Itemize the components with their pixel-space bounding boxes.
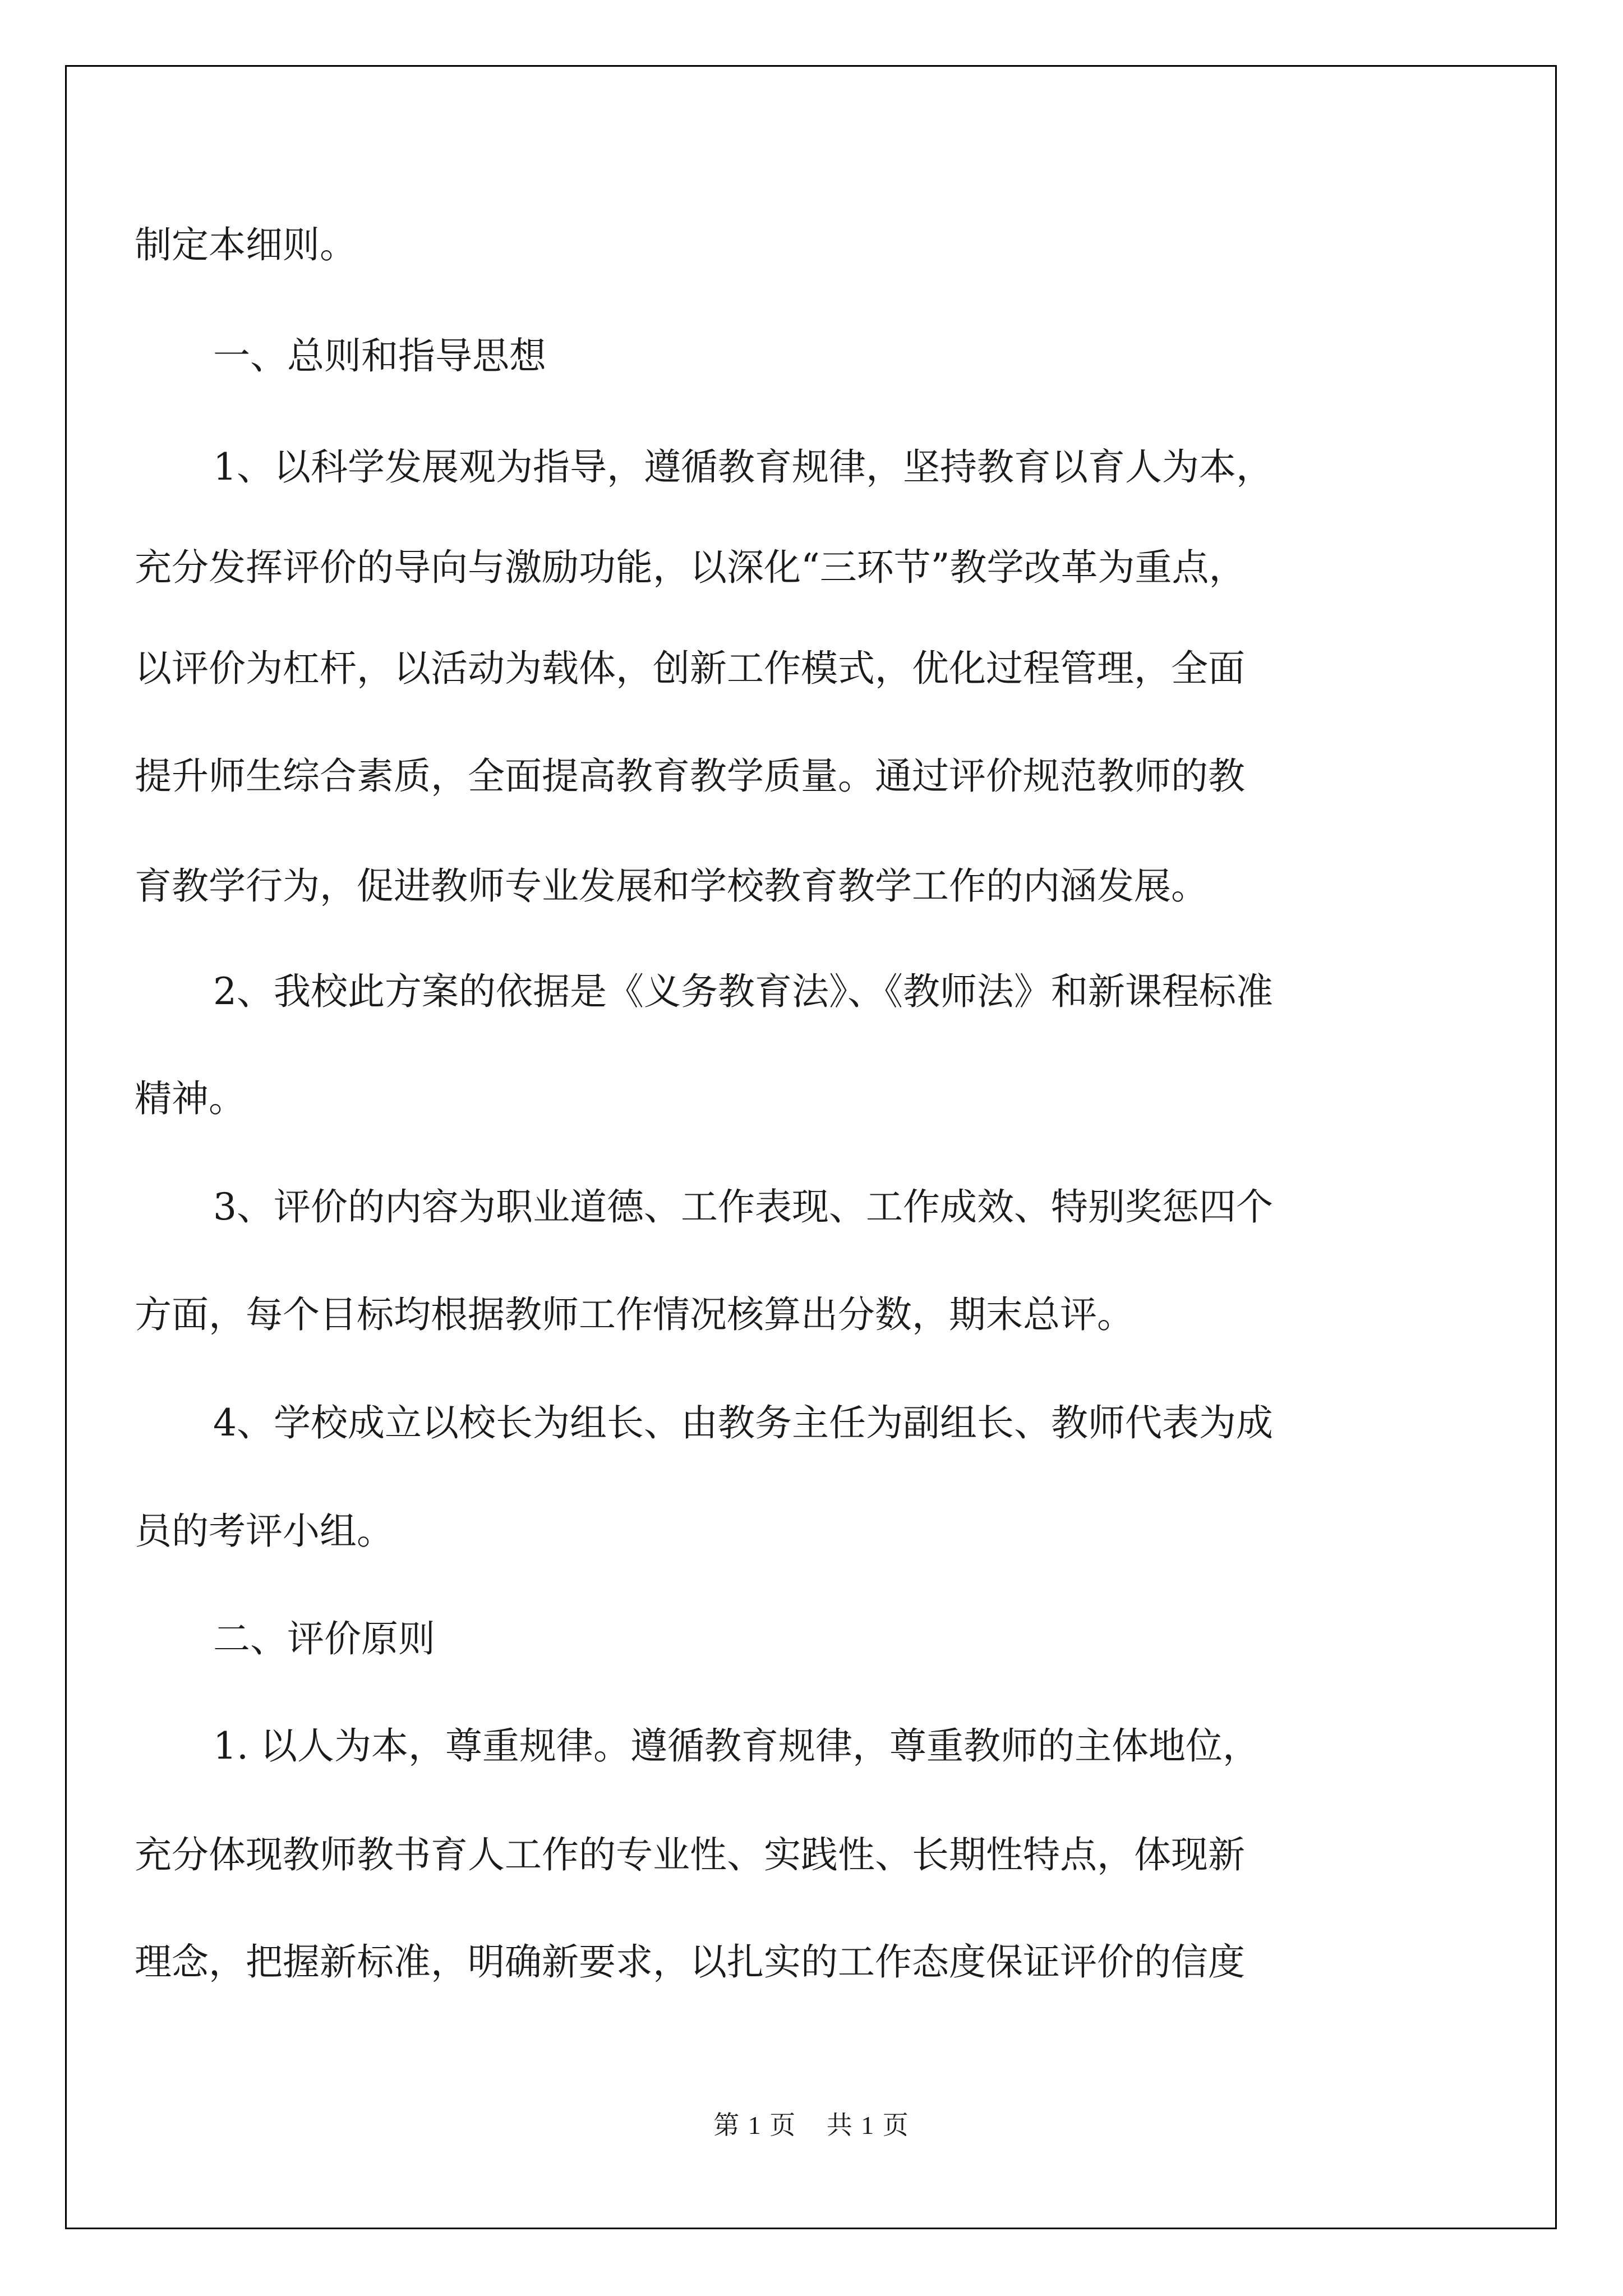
text-line: 提升师生综合素质，全面提高教育教学质量。通过评价规范教师的教 [135, 754, 1245, 798]
page-footer [0, 2105, 1623, 2142]
text-line: 充分体现教师教书育人工作的专业性、实践性、长期性特点，体现新 [135, 1833, 1245, 1876]
text-line: 3、评价的内容为职业道德、工作表现、工作成效、特别奖惩四个 [213, 1185, 1273, 1228]
text-line: 员的考评小组。 [135, 1510, 394, 1553]
section-heading: 二、评价原则 [213, 1617, 435, 1660]
text-line: 育教学行为，促进教师专业发展和学校教育教学工作的内涵发展。 [135, 864, 1208, 908]
page-number: 第 1 页 [713, 2111, 797, 2139]
text-line: 1、以科学发展观为指导，遵循教育规律，坚持教育以育人为本， [213, 445, 1273, 489]
text-line: 以评价为杠杆，以活动为载体，创新工作模式，优化过程管理，全面 [135, 647, 1245, 690]
text-line: 方面，每个目标均根据教师工作情况核算出分数，期末总评。 [135, 1293, 1134, 1336]
text-line: 2、我校此方案的依据是《义务教育法》、《教师法》和新课程标准 [213, 970, 1273, 1013]
text-line: 理念，把握新标准，明确新要求，以扎实的工作态度保证评价的信度 [135, 1940, 1245, 1984]
text-line: 充分发挥评价的导向与激励功能，以深化“三环节”教学改革为重点， [135, 546, 1246, 589]
text-line: 4、学校成立以校长为组长、由教务主任为副组长、教师代表为成 [213, 1401, 1273, 1444]
text-line: 1. 以人为本，尊重规律。遵循教育规律，尊重教师的主体地位， [213, 1724, 1260, 1768]
text-line: 精神。 [135, 1077, 246, 1120]
section-heading: 一、总则和指导思想 [213, 334, 546, 378]
page-border [65, 65, 1557, 2229]
text-line: 制定本细则。 [135, 223, 357, 266]
page-total: 共 1 页 [826, 2111, 910, 2139]
